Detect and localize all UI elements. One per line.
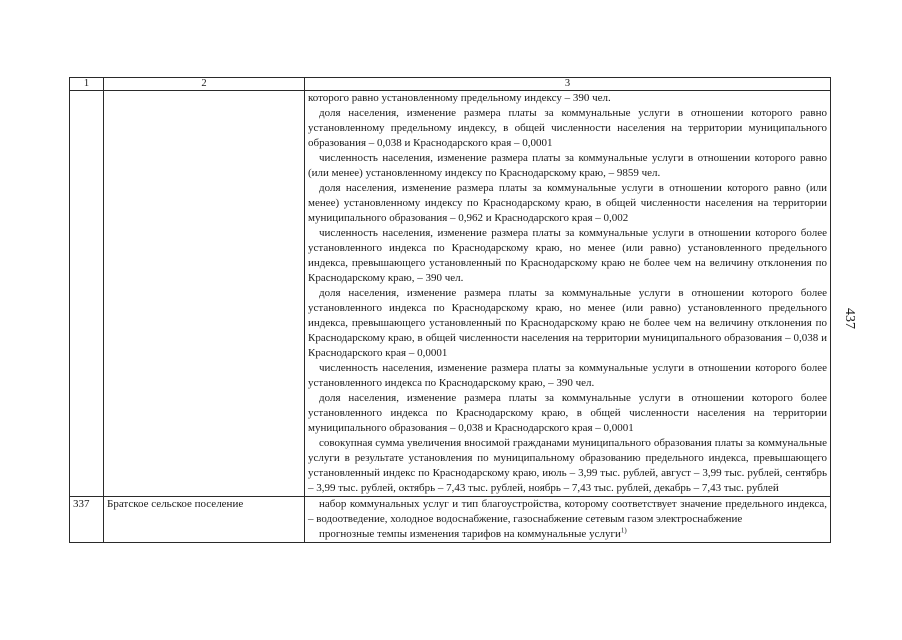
document-table bbox=[69, 77, 831, 543]
indicator-paragraph: численность населения, изменение размера платы за коммунальные услуги в отношении которого более установленного индекса по Краснодарскому краю, – 390 чел. bbox=[308, 362, 827, 389]
indicator-paragraph: доля населения, изменение размера платы за коммунальные услуги в отношении которого равно установленному предельному индексу, в общей численности населения на территории муниципального образования – 0,038 и Краснодарского края – 0,0001 bbox=[308, 107, 827, 149]
indicators-cell bbox=[305, 91, 831, 497]
settlement-name: Братское сельское поселение bbox=[104, 497, 305, 543]
indicator-paragraph: совокупная сумма увеличения вносимой гражданами муниципального образования платы за коммунальные услуги в результате установления по муниципальному образованию предельного индекса, превышающего установленный индекс по Краснодарскому краю, июль – 3,99 тыс. рублей, август – 3,99 тыс. рублей, сентябрь – 3,99 тыс. рублей, октябрь – 7,43 тыс. рублей, ноябрь – 7,43 тыс. рублей, декабрь – 7,43 тыс. рублей bbox=[308, 437, 827, 494]
indicator-paragraph: доля населения, изменение размера платы за коммунальные услуги в отношении которого более установленного индекса по Краснодарскому краю, но менее (или равно) установленного предельного индекса, превышающего установленный по Краснодарскому краю не более чем на величину отклонения по Краснодарскому краю, в общей численности населения на территории муниципального образования – 0,038 и Краснодарского края – 0,0001 bbox=[308, 287, 827, 359]
header-col-3: 3 bbox=[305, 78, 831, 91]
settlement-name bbox=[104, 91, 305, 497]
indicator-paragraph: доля населения, изменение размера платы за коммунальные услуги в отношении которого более установленного индекса по Краснодарскому краю, в общей численности населения на территории муниципального образования – 0,038 и Краснодарского края – 0,0001 bbox=[308, 392, 827, 434]
indicator-paragraph: численность населения, изменение размера платы за коммунальные услуги в отношении которого равно (или менее) установленному индексу по Краснодарскому краю, – 9859 чел. bbox=[308, 152, 827, 179]
table-row bbox=[70, 91, 831, 497]
row-number bbox=[70, 91, 104, 497]
indicator-paragraph-text: прогнозные темпы изменения тарифов на коммунальные услуги bbox=[319, 528, 621, 540]
header-col-1: 1 bbox=[70, 78, 104, 91]
header-col-2: 2 bbox=[104, 78, 305, 91]
indicator-paragraph bbox=[308, 527, 827, 542]
indicator-paragraph: набор коммунальных услуг и тип благоустройства, которому соответствует значение предельного индекса, – водоотведение, холодное водоснабжение, газоснабжение сетевым газом электроснабжение bbox=[308, 498, 827, 525]
indicator-paragraph: доля населения, изменение размера платы за коммунальные услуги в отношении которого равно (или менее) установленному индексу по Краснодарскому краю, в общей численности населения на территории муниципального образования – 0,962 и Краснодарского края – 0,002 bbox=[308, 182, 827, 224]
indicator-paragraph: которого равно установленному предельному индексу – 390 чел. bbox=[308, 92, 611, 104]
table-row bbox=[70, 497, 831, 543]
row-number: 337 bbox=[70, 497, 104, 543]
footnote-marker: 1) bbox=[620, 526, 627, 535]
indicators-cell bbox=[305, 497, 831, 543]
indicator-paragraph: численность населения, изменение размера платы за коммунальные услуги в отношении которого более установленного индекса по Краснодарскому краю, но менее (или равно) установленного предельного индекса, превышающего установленный по Краснодарскому краю не более чем на величину отклонения по Краснодарскому краю, – 390 чел. bbox=[308, 227, 827, 284]
page-number: 437 bbox=[842, 308, 857, 329]
table-header-row bbox=[70, 78, 831, 91]
